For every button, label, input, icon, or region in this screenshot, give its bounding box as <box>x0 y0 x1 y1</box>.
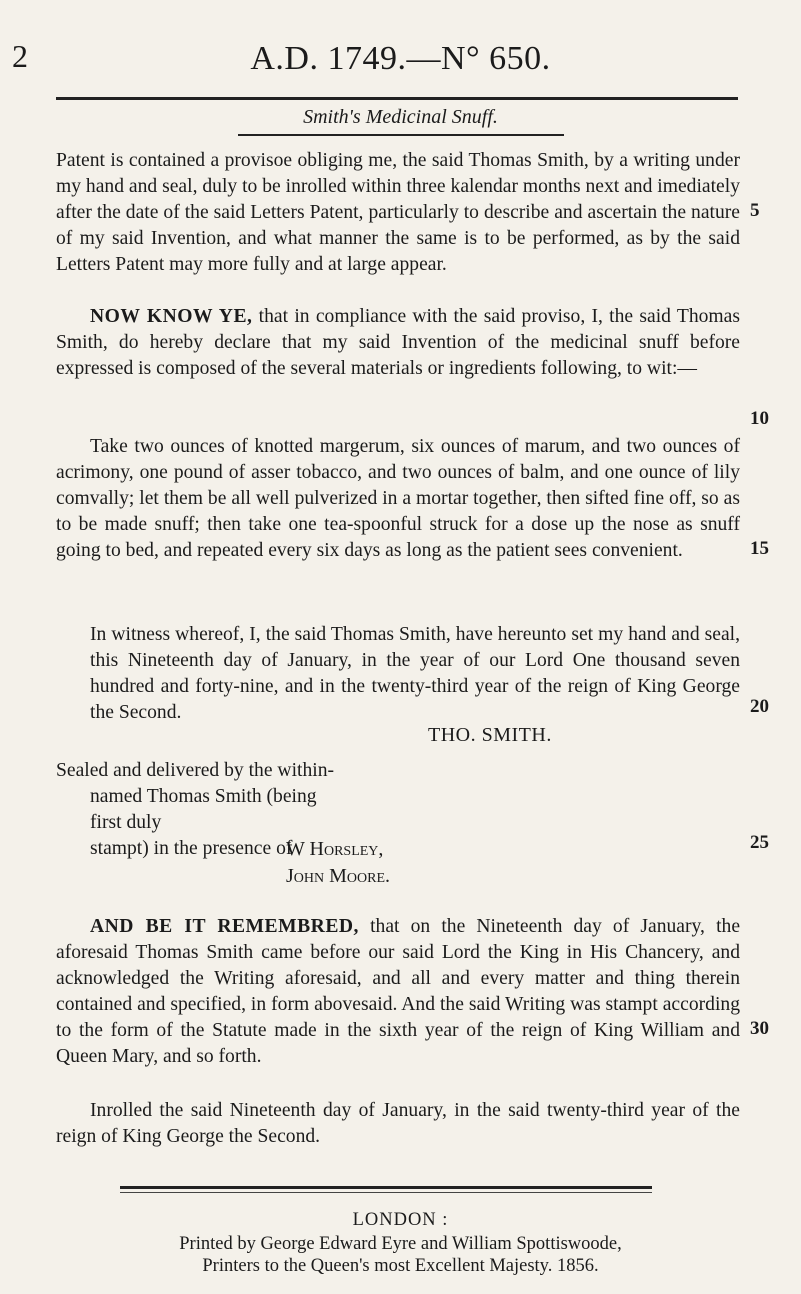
imprint-printer: Printed by George Edward Eyre and William Spottiswoode, <box>179 1234 622 1254</box>
lead-words: NOW KNOW YE, <box>90 306 253 327</box>
line-number: 15 <box>750 538 769 559</box>
witness-name: John Moore. <box>286 865 391 887</box>
witness-list <box>286 836 390 890</box>
line-number: 20 <box>750 696 769 717</box>
imprint-printer-title: Printers to the Queen's most Excellent Majesty. 1856. <box>202 1256 599 1276</box>
sealed-line: named Thomas Smith (being first duly <box>90 786 317 833</box>
header-rule <box>56 97 738 100</box>
paragraph-rest: that on the Nineteenth day of January, the aforesaid Thomas Smith came before our said Lord the King in His Chancery, and acknowledged the Writing aforesaid, and all and every matter and thing therein contained and specified, in form abovesaid. And the said Writing was stampt according to the form of the Statute made in the sixth year of the reign of King William and Queen Mary, and so forth. <box>56 916 741 1067</box>
footer-rule <box>120 1186 652 1189</box>
witness-name: W Horsley, <box>286 838 384 860</box>
sealed-line: stampt) in the presence of <box>90 838 293 859</box>
signature: THO. SMITH. <box>428 724 552 746</box>
paragraph-proviso <box>56 148 740 278</box>
line-number: 30 <box>750 1018 769 1039</box>
paragraph-text: Take two ounces of knotted margerum, six ounces of marum, and two ounces of acrimony, one pound of asser tobacco, and two ounces of balm, and one ounce of lily comvally; let them be all well pulverized in a mortar together, then sifted fine off, so as to be made snuff; then take one tea-spoonful struck for a dose up the nose as snuff going to bed, and repeated every six days as long as the patient sees convenient. <box>56 436 740 561</box>
line-number: 5 <box>750 200 760 221</box>
footer-rule-thin <box>120 1192 652 1193</box>
paragraph-rest: that in compliance with the said proviso, I, the said Thomas Smith, do hereby declare that my said Invention of the medicinal snuff before expressed is composed of the several materials or ingredients following, to wit:— <box>56 306 740 379</box>
paragraph-witness <box>90 622 740 726</box>
running-subtitle: Smith's Medicinal Snuff. <box>303 106 498 128</box>
lead-words: AND BE IT REMEMBRED, <box>90 916 359 937</box>
paragraph-inrolled <box>56 1098 740 1150</box>
imprint-city: LONDON : <box>352 1210 449 1230</box>
paragraph-recipe <box>56 434 740 564</box>
page-title: A.D. 1749.—N° 650. <box>250 40 551 77</box>
paragraph-declaration <box>56 304 740 382</box>
subtitle-rule <box>238 134 564 136</box>
paragraph-text: Inrolled the said Nineteenth day of January, in the said twenty-third year of the reign of King George the Second. <box>56 1100 740 1147</box>
paragraph-text: In witness whereof, I, the said Thomas Smith, have hereunto set my hand and seal, this Nineteenth day of January, in the year of our Lord One thousand seven hundred and forty-nine, and in the twenty-third year of the reign of King George the Second. <box>90 624 740 723</box>
paragraph-text <box>56 304 740 382</box>
paragraph-enrolment <box>56 914 740 1070</box>
page-number: 2 <box>12 38 28 74</box>
paragraph-text <box>56 914 740 1070</box>
line-number: 10 <box>750 408 769 429</box>
sealed-line: Sealed and delivered by the within- <box>56 760 335 781</box>
line-number: 25 <box>750 832 769 853</box>
paragraph-text: Patent is contained a provisoe obliging me, the said Thomas Smith, by a writing under my hand and seal, duly to be inrolled within three kalendar months next and imediately after the date of the said Letters Patent, particularly to describe and ascertain the nature of my said Invention, and what manner the same is to be performed, as by the said Letters Patent may more fully and at large appear. <box>56 150 740 275</box>
